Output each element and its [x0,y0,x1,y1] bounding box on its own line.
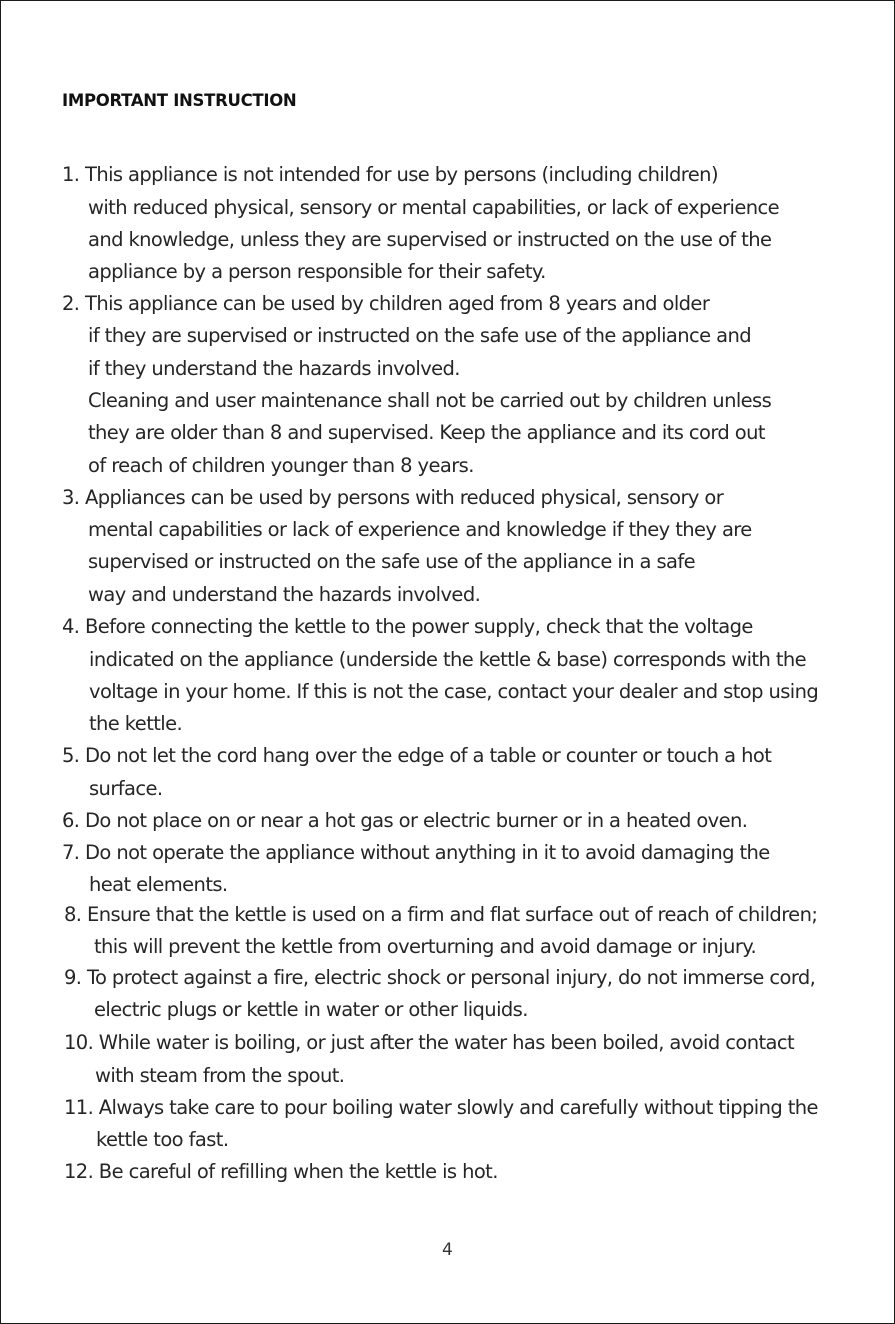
instruction-line: indicated on the appliance (underside the kettle & base) corresponds with the [89,648,807,671]
instruction-line: 2. This appliance can be used by children aged from 8 years and older [62,292,710,315]
instruction-line: with steam from the spout. [95,1064,345,1087]
page-number: 4 [442,1240,453,1260]
instruction-line: they are older than 8 and supervised. Keep the appliance and its cord out [88,421,765,444]
instruction-line: 10. While water is boiling, or just after the water has been boiled, avoid contact [64,1031,795,1054]
instruction-line: 6. Do not place on or near a hot gas or electric burner or in a heated oven. [62,809,748,832]
instruction-line: 8. Ensure that the kettle is used on a firm and flat surface out of reach of children; [64,903,818,926]
instruction-line: 9. To protect against a fire, electric shock or personal injury, do not immerse cord, [64,966,816,989]
instruction-line: and knowledge, unless they are supervised or instructed on the use of the [88,228,772,251]
instruction-line: voltage in your home. If this is not the case, contact your dealer and stop using [89,680,819,703]
instruction-line: 5. Do not let the cord hang over the edge of a table or counter or touch a hot [62,744,772,767]
instruction-line: if they understand the hazards involved. [88,357,460,380]
instruction-line: this will prevent the kettle from overturning and avoid damage or injury. [94,935,757,958]
instruction-line: kettle too fast. [96,1128,229,1151]
instruction-line: 7. Do not operate the appliance without anything in it to avoid damaging the [62,841,770,864]
instruction-line: electric plugs or kettle in water or other liquids. [94,998,528,1021]
instruction-line: surface. [89,777,163,800]
instruction-line: heat elements. [89,873,228,896]
instruction-line: of reach of children younger than 8 years. [88,454,474,477]
instruction-line: if they are supervised or instructed on the safe use of the appliance and [88,324,752,347]
instruction-line: 12. Be careful of refilling when the kettle is hot. [64,1160,498,1183]
heading: IMPORTANT INSTRUCTION [62,91,297,110]
instruction-line: supervised or instructed on the safe use of the appliance in a safe [88,550,696,573]
instruction-line: mental capabilities or lack of experience and knowledge if they they are [88,518,752,541]
instruction-line: 4. Before connecting the kettle to the power supply, check that the voltage [62,615,753,638]
instruction-line: appliance by a person responsible for their safety. [88,260,546,283]
instruction-line: 3. Appliances can be used by persons with reduced physical, sensory or [62,486,724,509]
instruction-line: 11. Always take care to pour boiling water slowly and carefully without tipping the [64,1096,818,1119]
instruction-line: with reduced physical, sensory or mental capabilities, or lack of experience [88,196,780,219]
instruction-line: 1. This appliance is not intended for use by persons (including children) [62,163,718,186]
instruction-line: Cleaning and user maintenance shall not be carried out by children unless [88,389,772,412]
instruction-line: the kettle. [89,712,183,735]
instruction-line: way and understand the hazards involved. [88,583,481,606]
